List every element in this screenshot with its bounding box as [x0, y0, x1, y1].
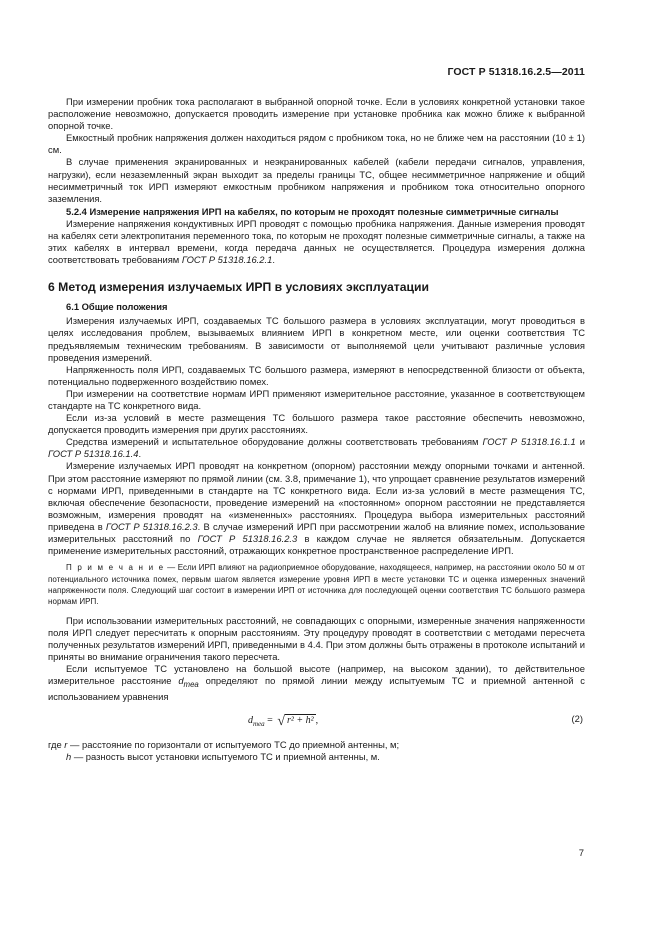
formula-equals: = — [264, 715, 276, 727]
page-content — [48, 96, 585, 764]
square-root — [275, 714, 315, 730]
where-line-h — [48, 751, 585, 763]
text-segment: определяют по прямой линии между испытуемым ТС и приемной антенной с использованием уравнения — [48, 675, 585, 703]
section-heading-6: 6 Метод измерения излучаемых ИРП в условиях эксплуатации — [48, 280, 430, 295]
paragraph-voltage-probe: Емкостный пробник напряжения должен находиться рядом с пробником тока, но не ближе чем на расстоянии (10 ± 1) см. — [48, 132, 585, 156]
paragraph-6-1-height — [48, 663, 585, 703]
variable-subscript: mea — [183, 680, 199, 690]
formula-lhs-sub: mea — [253, 720, 265, 729]
paragraph-6-1-field-strength: Напряженность поля ИРП, создаваемых ТС большого размера, измеряют в непосредственной близости от объекта, потенциально подверженного воздействию помех. — [48, 363, 585, 387]
formula-trail: , — [315, 715, 319, 727]
variable-d: d — [178, 675, 184, 687]
page-number: 7 — [578, 848, 584, 859]
text-segment: Средства измерений и испытательное оборудование должны соответствовать требованиям — [66, 436, 483, 448]
formula-radicand: r² + h² — [287, 715, 314, 727]
where-text: — расстояние по горизонтали от испытуемого ТС до приемной антенны, м; — [67, 739, 400, 751]
paragraph-6-1-purpose: Измерения излучаемых ИРП, создаваемых ТС большого размера в условиях эксплуатации, могут проводиться в целях исследования проблем, вызываемых влиянием ИРП в конкретном месте, или оценки соответствия ТС предъявляемым техническим требованиям. В зависимости от выполняемой цели учитывают различные условия проведения измерений. — [48, 315, 585, 363]
document-code-header: ГОСТ Р 51318.16.2.5—2011 — [447, 66, 585, 78]
text-segment: Измерение излучаемых ИРП проводят на конкретном (опорном) расстоянии между опорными точками и антенной. При этом расстояние измеряют по прямой линии (см. 3.8, примечание 1), что упрощает сравнение результатов измерений с нормами ИРП, приведенными в стандарте на ТС конкретного вида. Если из-за условий в месте размещения ТС, включая обеспечение безопасности, проведение измерений на «постоянном» опорном расстоянии не представляется возможным, измерения проводят на «измененных» расстояниях. Процедура выбора измерительных расстояний приведена в — [48, 460, 585, 532]
radical-sign-icon: √ — [277, 714, 285, 730]
paragraph-6-1-recalculation: При использовании измерительных расстояний, не совпадающих с опорными, измеренные значения напряженности поля ИРП следует пересчитать к опорным расстояниям. Эту процедуру проводят в соответствии с методами пересчета полученных результатов измерений ИРП, приведенными в 4.4. При этом должны быть отражены в протоколе испытаний и приняты во внимание ограничения такого пересчета. — [48, 614, 585, 663]
paragraph-shielded-cables: В случае применения экранированных и неэкранированных кабелей (кабели передачи сигналов, управления, нагрузки), если незаземленный экран выходит за пределы границы ТС, общее несимметричное напряжение и общий несимметричный ток ИРП измеряют емкостным пробником напряжения и пробником тока относительно опорного заземления. — [48, 156, 585, 204]
paragraph-6-1-other-distance: Если из-за условий в месте размещения ТС большого размера такое расстояние обеспечить невозможно, допускается проводить измерения при других расстояниях. — [48, 412, 585, 436]
subsection-heading-6-1: 6.1 Общие положения — [66, 301, 168, 313]
formula-lhs-var: d — [248, 715, 253, 727]
standard-reference: ГОСТ Р 51318.16.2.3 — [197, 533, 298, 544]
text-segment: Если испытуемое ТС установлено на большой высоте (например, на высоком здании), то действительное измерительное расстояние — [48, 663, 585, 687]
formula-row — [48, 707, 585, 735]
subsection-heading-5-2-4: 5.2.4 Измерение напряжения ИРП на кабелях, по которым не проходят полезные симметричные сигналы — [66, 205, 559, 217]
distance-formula — [248, 714, 318, 730]
paragraph-6-1-reference-distance — [48, 460, 585, 557]
paragraph-current-probe: При измерении пробник тока располагают в выбранной опорной точке. Если в условиях конкретной установки такое расположение невозможно, допускается проводить измерение при установке пробника как можно ближе к выбранной опорной точке. — [48, 96, 585, 132]
where-text: — разность высот установки испытуемого ТС и приемной антенны, м. — [71, 751, 380, 763]
standard-reference: ГОСТ Р 51318.16.1.4 — [48, 448, 139, 460]
text-segment: в каждом случае не является обязательным. Допускается применение измерительных расстояний, отражающих конкретное пространственное распределение ИРП. — [48, 533, 585, 557]
variable-h: h — [66, 751, 72, 763]
paragraph-5-2-4 — [48, 218, 585, 266]
paragraph-6-1-distance: При измерении на соответствие нормам ИРП применяют измерительное расстояние, указанное в соответствующем стандарте на ТС конкретного вида. — [48, 387, 585, 411]
paragraph-6-1-equipment — [48, 436, 585, 460]
text-segment: . — [138, 448, 142, 460]
note-text: — Если ИРП влияют на радиоприемное оборудование, находящееся, например, на расстоянии около 50 м от потенциального источника помех, первым шагом является измерение уровня ИРП в месте установки ТС и оценка измеренных значений напряженности поля. Следующий шаг состоит в измерении ИРП от источника для последующей оценки соответствия ТС большого размера нормам ИРП. — [48, 563, 585, 607]
where-line-r — [48, 739, 585, 751]
standard-reference: ГОСТ Р 51318.16.2.1 — [181, 254, 273, 266]
text-segment: и — [575, 436, 585, 448]
note-block — [48, 562, 585, 608]
where-prefix: где — [48, 739, 65, 751]
text-segment: . — [272, 254, 275, 266]
variable-r: r — [64, 739, 68, 751]
equation-number: (2) — [571, 713, 583, 725]
text-segment: Измерение напряжения кондуктивных ИРП проводят с помощью пробника напряжения. Данные измерения проводят на кабелях сети электропитания переменного тока, по которым не проходят полезные симметричные сигналы, а также на этих кабелях в интервал времени, когда передача данных не осуществляется. Процедура измерения должна соответствовать требованиям — [48, 217, 585, 266]
text-segment: . В случае измерений ИРП при рассмотрении жалоб на влияние помех, использование измерительных расстояний по — [48, 520, 586, 544]
note-label: П р и м е ч а н и е — [66, 563, 165, 573]
standard-reference: ГОСТ Р 51318.16.2.3 — [105, 520, 198, 532]
standard-reference: ГОСТ Р 51318.16.1.1 — [482, 436, 576, 448]
